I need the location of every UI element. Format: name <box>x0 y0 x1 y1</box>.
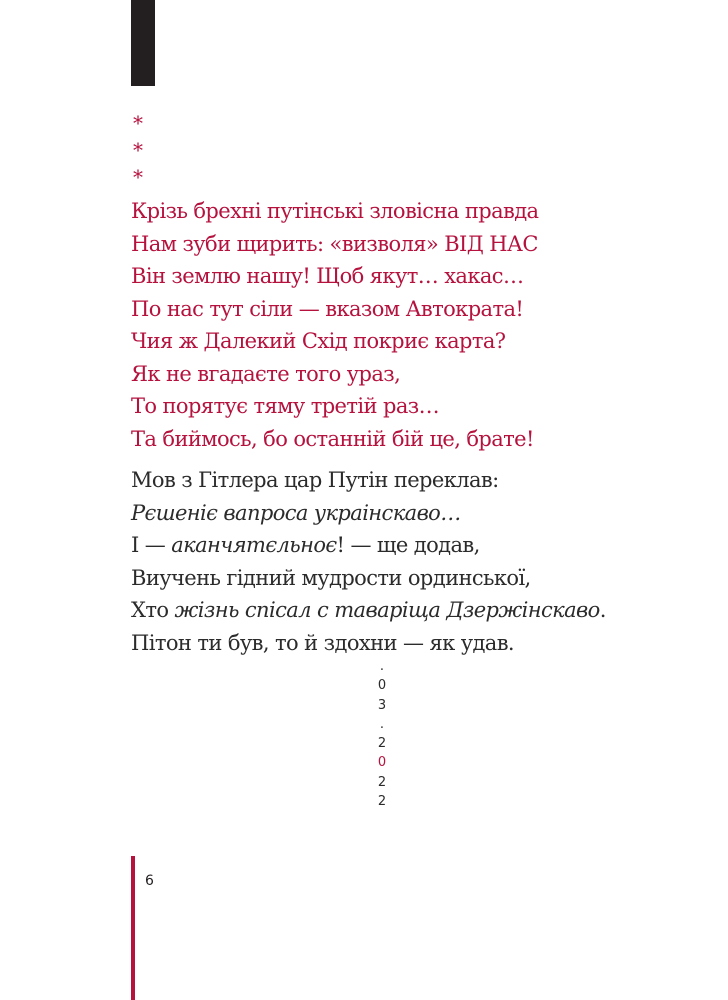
line-text: І — <box>131 533 172 557</box>
line-text: . <box>599 598 606 622</box>
poem-line: По нас тут сіли — вказом Автократа! <box>131 296 524 321</box>
page-margin-bar <box>131 856 135 1000</box>
date-char: . <box>379 716 385 732</box>
asterisk: * <box>133 138 143 162</box>
date-char-accent: 0 <box>377 755 387 771</box>
date-char: 3 <box>377 697 387 713</box>
poem-line: Пітон ти був, то й здохни — як удав. <box>131 630 514 655</box>
poem-line: Крізь брехні путінські зловісна правда <box>131 199 539 223</box>
poem-line: Як не вгадаєте того ураз, <box>131 361 401 386</box>
page-number: 6 <box>145 873 154 889</box>
poem-line: То порятує тяму третій раз… <box>131 394 440 418</box>
poem-line: Та биймось, бо останній бій це, брате! <box>131 426 534 451</box>
poem-line-italic: Рєшеніє вапроса украінскаво… <box>131 500 461 525</box>
line-text: ! — ще додав, <box>336 533 480 557</box>
line-text: Хто <box>131 598 175 622</box>
poem-line <box>131 594 606 627</box>
poem-line <box>131 529 606 562</box>
date-char: . <box>379 659 385 674</box>
asterisk: * <box>133 165 143 189</box>
top-decorative-bar <box>131 0 155 86</box>
date-char: 2 <box>377 794 387 810</box>
date-char: 2 <box>377 774 387 790</box>
poem-line: Чия ж Далекий Схід покриє карта? <box>131 329 506 353</box>
poem-line: Він землю нашу! Щоб якут… хакас… <box>131 264 524 288</box>
poem-line: Нам зуби щирить: «визволя» ВІД НАС <box>131 231 538 256</box>
italic-phrase: жізнь спісал с таваріща Дзержінскаво <box>174 598 600 622</box>
date-char: 2 <box>377 736 387 752</box>
poem-stanza-octave <box>131 195 538 455</box>
poem-line: Мов з Гітлера цар Путін переклав: <box>131 468 499 492</box>
italic-phrase: аканчятєльноє <box>171 533 337 557</box>
date-char: 0 <box>377 678 387 694</box>
asterism-separator <box>133 110 143 191</box>
poem-line: Виучень гідний мудрости ординської, <box>131 565 531 590</box>
poem-stanza-sestet <box>131 464 606 659</box>
asterisk: * <box>133 111 143 135</box>
poem-date-vertical <box>372 657 392 811</box>
